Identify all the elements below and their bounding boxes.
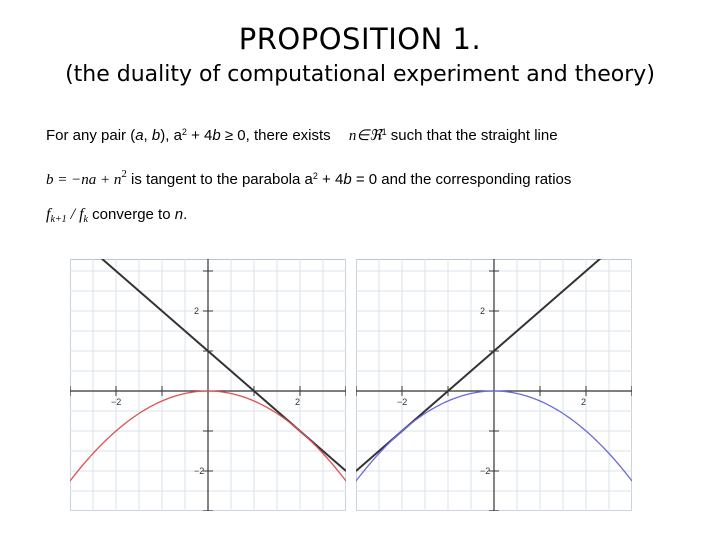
var-b: b [343, 171, 352, 188]
page-subtitle: (the duality of computational experiment and theory) [65, 62, 655, 87]
line-equation: b = −na + n [46, 172, 122, 188]
text: For any pair ( [46, 127, 136, 144]
x-tick-label: 2 [295, 397, 301, 407]
f-k: f [79, 206, 84, 223]
x-tick-label: −2 [111, 397, 122, 407]
subscript: k [83, 214, 88, 225]
text: = 0 and the corresponding ratios [351, 171, 572, 188]
exponent: 1 [381, 127, 387, 137]
page-title: PROPOSITION 1. [238, 22, 482, 56]
exponent: 2 [181, 127, 187, 137]
text: ), a [160, 127, 182, 144]
text: . [183, 206, 188, 223]
var-b: b [212, 127, 221, 144]
right-graph [356, 259, 632, 511]
text: such that the straight line [386, 127, 558, 144]
plot-svg [356, 259, 632, 511]
subscript: k+1 [50, 214, 67, 225]
slash: / [66, 206, 80, 223]
x-tick-label: −2 [397, 397, 408, 407]
exponent: 2 [121, 168, 127, 180]
n-in-reals: n∈ℜ [348, 128, 382, 144]
statement-line-3 [46, 206, 187, 225]
f-k1: f [46, 206, 51, 223]
statement-line-1 [46, 126, 558, 145]
text: + 4 [186, 127, 213, 144]
y-tick-label: −2 [194, 466, 205, 476]
text: , [143, 127, 152, 144]
statement-line-2 [46, 168, 571, 189]
text: ≥ 0, there exists [220, 127, 331, 144]
text: converge to [88, 206, 175, 223]
y-tick-label: 2 [194, 306, 200, 316]
y-tick-label: −2 [480, 466, 491, 476]
text: is tangent to the parabola a [126, 171, 313, 188]
var-n: n [174, 206, 184, 223]
text: + 4 [317, 171, 344, 188]
x-tick-label: 2 [581, 397, 587, 407]
exponent: 2 [312, 171, 318, 181]
y-tick-label: 2 [480, 306, 486, 316]
plot-svg [70, 259, 346, 511]
left-graph [70, 259, 346, 511]
var-a: a [135, 127, 144, 144]
var-b: b [151, 127, 161, 144]
